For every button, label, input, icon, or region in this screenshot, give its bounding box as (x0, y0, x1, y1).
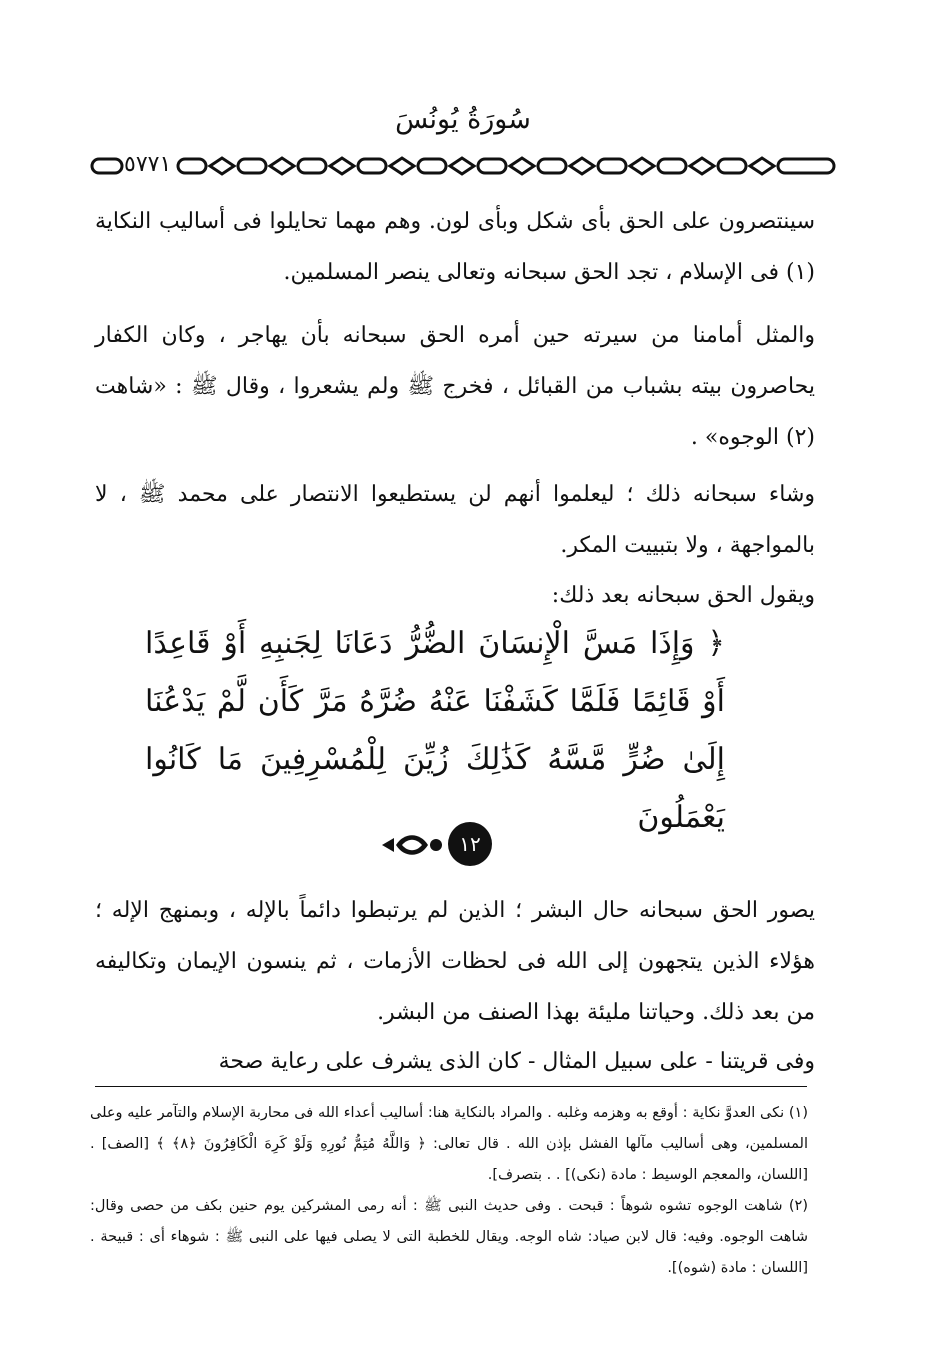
paragraph-5: يصور الحق سبحانه حال البشر ؛ الذين لم يرتبطوا دائماً بالإله ، وبمنهج الإله ؛ هؤلاء الذين يتجهون إلى الله فى لحظات الأزمات ، ثم ينسون الإيمان وتكاليفه من بعد ذلك. وحياتنا مليئة بهذا الصنف من البشر. (95, 898, 815, 1025)
paragraph-2: والمثل أمامنا من سيرته حين أمره الحق سبحانه بأن يهاجر ، وكان الكفار يحاصرون بيته بشباب من القبائل ، فخرج ﷺ ولم يشعروا ، وقال ﷺ : «شاهت (٢) الوجوه» . (95, 323, 815, 450)
ornament-left-cap (90, 154, 124, 178)
ayah-number-badge: ١٢ (448, 822, 492, 866)
paragraph-4: ويقول الحق سبحانه بعد ذلك: (551, 583, 815, 608)
chain-ornament (176, 154, 840, 178)
paragraph-6: وفى قريتنا - على سبيل المثال - كان الذى يشرف على رعاية صحة (218, 1049, 815, 1074)
page-number: ٥٧٧١ (124, 152, 172, 177)
page-header (0, 100, 926, 140)
footnote-divider (95, 1086, 807, 1087)
paragraph-3: وشاء سبحانه ذلك ؛ ليعلموا أنهم لن يستطيعوا الانتصار على محمد ﷺ ، لا بالمواجهة ، ولا بتبييت المكر. (95, 482, 815, 558)
surah-title: سُورَةُ يُونُسَ (395, 104, 531, 135)
footnote-1: (١) نكى العدوَّ نكاية : أوقع به وهزمه وغلبه . والمراد بالنكاية هنا: أساليب أعداء الله فى محاربة الإسلام والتآمر عليه وعلى المسلمين، وهى أساليب مآلها الفشل بإذن الله . قال تعالى: ﴿ وَاللَّهُ مُتِمُّ نُورِهِ وَلَوْ كَرِهَ الْكَافِرُونَ ﴿٨﴾ ﴾ [الصف] . [اللسان، والمعجم الوسيط : مادة (نكى)] . . بتصرف]. (90, 1105, 808, 1183)
quran-verse: ﴿ وَإِذَا مَسَّ الْإِنسَانَ الضُّرُّ دَعَانَا لِجَنبِهِ أَوْ قَاعِدًا أَوْ قَائِمًا فَلَمَّا كَشَفْنَا عَنْهُ ضُرَّهُ مَرَّ كَأَن لَّمْ يَدْعُنَا إِلَىٰ ضُرٍّ مَّسَّهُ كَذَٰلِكَ زُيِّنَ لِلْمُسْرِفِينَ مَا كَانُوا يَعْمَلُونَ (145, 626, 725, 835)
paragraph-1: سينتصرون على الحق بأى شكل وبأى لون. وهم مهما تحايلوا فى أساليب النكاية (١) فى الإسلام ، تجد الحق سبحانه وتعالى ينصر المسلمين. (95, 209, 815, 285)
verse-end-ornament (380, 830, 446, 860)
header-ornament-row (90, 150, 840, 182)
footnote-2: (٢) شاهت الوجوه تشوه شوهاً : قبحت . وفى حديث النبى ﷺ : أنه رمى المشركين يوم حنين بكف من حصى وقال: شاهت الوجوه. وفيه: قال لابن صياد: شاه الوجه. ويقال للخطبة التى لا يصلى فيها على النبى ﷺ : شوهاء أى : قبيحة . [اللسان : مادة (شوه)]. (90, 1198, 808, 1276)
footnotes (90, 1098, 808, 1284)
